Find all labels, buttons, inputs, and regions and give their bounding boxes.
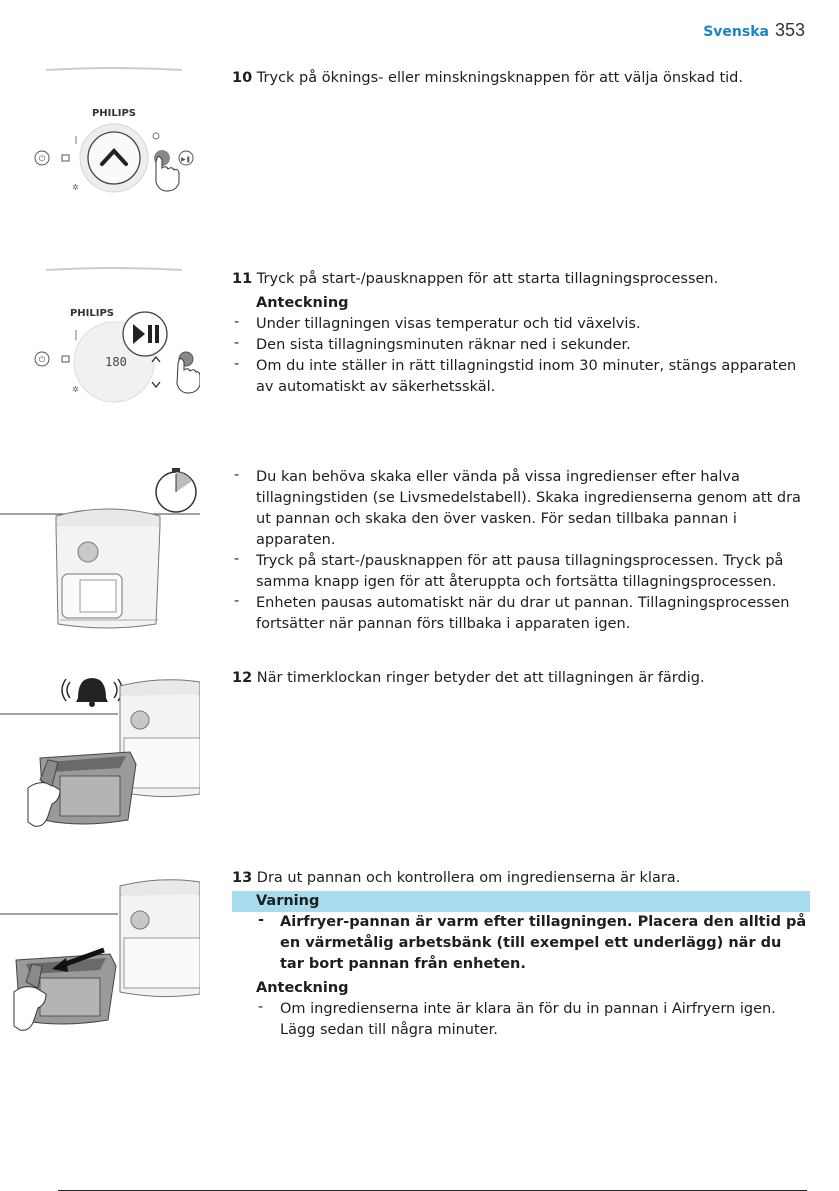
- figure-control-panel-start: [28, 262, 200, 412]
- note-item: - Om du inte ställer in rätt tillagningstid inom 30 minuter, stängs apparaten av automatiskt av säkerhetsskäl.: [232, 356, 808, 398]
- note-item: - Den sista tillagningsminuten räknar ned i sekunder.: [232, 335, 808, 356]
- svg-text:✲: ✲: [72, 385, 79, 394]
- note-heading: Anteckning: [256, 980, 349, 996]
- shake-item: - Du kan behöva skaka eller vända på vissa ingredienser efter halva tillagningstiden (se Livsmedelstabell). Skaka ingredienserna genom att dra ut pannan och skaka den över vasken. För sedan tillbaka pannan i apparaten.: [232, 467, 808, 551]
- shake-item: - Enheten pausas automatiskt när du drar ut pannan. Tillagningsprocessen fortsätter när pannan förs tillbaka i apparaten igen.: [232, 593, 808, 635]
- note-heading: Anteckning: [256, 295, 349, 311]
- step-11: [232, 269, 808, 398]
- step-number: 12: [232, 670, 253, 686]
- brand-logo-text: PHILIPS: [69, 308, 115, 319]
- shake-item: - Tryck på start-/pausknappen för att pausa tillagningsprocessen. Tryck på samma knapp igen för att återuppta och fortsätta tillagningsprocessen.: [232, 551, 808, 593]
- control-dial: [78, 542, 98, 562]
- warning-heading: Varning: [232, 891, 810, 912]
- figure-airfryer-half-time: [0, 468, 200, 636]
- shake-section: [232, 467, 808, 635]
- figure-airfryer-pull-basket: [0, 870, 200, 1035]
- display-temperature: 180: [105, 355, 127, 369]
- page-number: 353: [774, 20, 805, 40]
- step-number: 13: [232, 870, 253, 886]
- bell-icon: [62, 678, 122, 707]
- step-text: Tryck på öknings- eller minskningsknappen för att välja önskad tid.: [256, 70, 743, 86]
- language-label: Svenska: [703, 24, 769, 40]
- step-text: Tryck på start-/pausknappen för att starta tillagningsprocessen.: [256, 271, 719, 287]
- chevron-down-icon: [152, 382, 160, 387]
- step-12: [232, 668, 808, 689]
- note-item: - Under tillagningen visas temperatur och tid växelvis.: [232, 314, 808, 335]
- step-text: Dra ut pannan och kontrollera om ingredienserna är klara.: [256, 870, 681, 886]
- step-13: [232, 868, 810, 1041]
- step-number: 11: [232, 271, 253, 287]
- note-list: [232, 999, 810, 1041]
- note-list: [232, 314, 808, 398]
- figure-airfryer-bell: [0, 668, 200, 833]
- step-number: 10: [232, 70, 253, 86]
- svg-text:⏻: ⏻: [38, 154, 46, 163]
- svg-text:⏻: ⏻: [38, 355, 46, 364]
- shake-list: [232, 467, 808, 635]
- step-10: [232, 68, 808, 89]
- page-header: [703, 20, 805, 41]
- step-text: När timerklockan ringer betyder det att tillagningen är färdig.: [256, 670, 705, 686]
- warning-item: - Airfryer-pannan är varm efter tillagningen. Placera den alltid på en värmetålig arbetsbänk (till exempel ett underlägg) när du tar bort pannan från enheten.: [232, 912, 810, 975]
- note-item: - Om ingredienserna inte är klara än för du in pannan i Airfryern igen. Lägg sedan till några minuter.: [232, 999, 810, 1041]
- brand-logo-text: PHILIPS: [91, 108, 137, 119]
- increase-button-pressed: [88, 132, 140, 184]
- svg-text:▶❚: ▶❚: [181, 156, 191, 163]
- figure-control-panel-increase: [28, 66, 200, 216]
- warning-list: [232, 912, 810, 975]
- svg-text:✲: ✲: [72, 183, 79, 192]
